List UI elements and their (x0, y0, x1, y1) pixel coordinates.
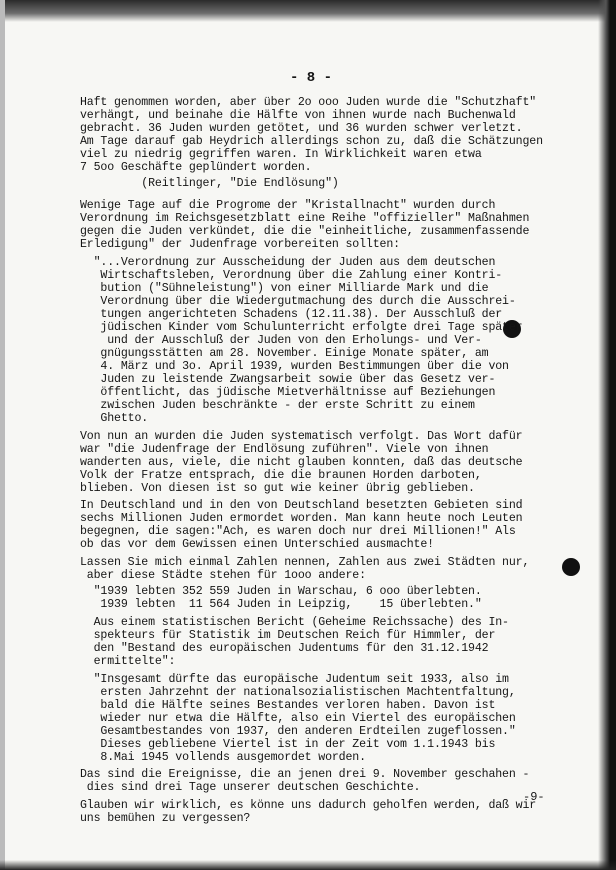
quote-line: Wirtschaftsleben, Verordnung über die Zahlung einer Kontri- (80, 269, 503, 282)
text-line: sechs Millionen Juden ermordet worden. Man kann heute noch Leuten (80, 512, 523, 525)
text-line: In Deutschland und in den von Deutschland besetzten Gebieten sind (80, 499, 523, 512)
text-line: den "Bestand des europäischen Judentums für den 31.12.1942 (80, 642, 489, 655)
text-line: gebracht. 36 Juden wurden getötet, und 36 wurden schwer verletzt. (80, 122, 523, 135)
quote-line: Juden zu leistende Zwangsarbeit sowie über das Gesetz ver- (80, 373, 496, 386)
text-line: dies sind drei Tage unserer deutschen Geschichte. (80, 781, 421, 794)
quote-line: und der Ausschluß der Juden von den Erholungs- und Ver- (80, 334, 482, 347)
text-line: 7 5oo Geschäfte geplündert worden. (80, 161, 312, 174)
text-line: ob das vor dem Gewissen einen Unterschied ausmachte! (80, 538, 434, 551)
quote-line: Gesamtbestandes von 1937, den anderen Erdteilen zugeflossen." (80, 725, 516, 738)
quote-line: "Insgesamt dürfte das europäische Judentum seit 1933, also im (80, 673, 509, 686)
quote-line: "...Verordnung zur Ausscheidung der Juden aus dem deutschen (80, 256, 496, 269)
text-line: gegen die Juden verkündet, die die "einheitliche, zusammenfassende (80, 225, 530, 238)
text-line: verhängt, und beinahe die Hälfte von ihnen wurde nach Buchenwald (80, 109, 516, 122)
quote-line: gnügungsstätten am 28. November. Einige Monate später, am (80, 347, 489, 360)
text-line: spekteurs für Statistik im Deutschen Reich für Himmler, der (80, 629, 496, 642)
text-line: Erledigung" der Judenfrage vorbereiten sollten: (80, 238, 400, 251)
text-line: aber diese Städte stehen für 1ooo andere: (80, 569, 366, 582)
quote-line: Ghetto. (80, 412, 149, 425)
quote-line: 8.Mai 1945 vollends ausgemordet worden. (80, 751, 366, 764)
text-line: begegnen, die sagen:"Ach, es waren doch nur drei Millionen!" Als (80, 525, 516, 538)
quote-line: Dieses gebliebene Viertel ist in der Zeit vom 1.1.1943 bis (80, 738, 496, 751)
quote-line: Verordnung über die Wiedergutmachung des durch die Ausschrei- (80, 295, 516, 308)
quote-line: 4. März und 3o. April 1939, wurden Bestimmungen über die von (80, 360, 509, 373)
quote-line: ersten Jahrzehnt der nationalsozialistischen Machtentfaltung, (80, 686, 516, 699)
text-line: Haft genommen worden, aber über 2o ooo Juden wurde die "Schutzhaft" (80, 96, 537, 109)
text-line: Lassen Sie mich einmal Zahlen nennen, Zahlen aus zwei Städten nur, (80, 556, 530, 569)
quote-line: zwischen Juden beschränkte - der erste Schritt zu einem (80, 399, 475, 412)
text-line: Aus einem statistischen Bericht (Geheime Reichssache) des In- (80, 616, 509, 629)
punch-hole (562, 558, 580, 576)
quote-line: bald die Hälfte seines Bestandes verloren haben. Davon ist (80, 699, 496, 712)
statistic-line: 1939 lebten 11 564 Juden in Leipzig, 15 überlebten." (80, 598, 482, 611)
scan-border-bottom (0, 860, 616, 870)
text-line: Das sind die Ereignisse, die an jenen drei 9. November geschahen - (80, 768, 530, 781)
quote-line: öffentlicht, das jüdische Mietverhältnisse auf Beziehungen (80, 386, 496, 399)
citation: (Reitlinger, "Die Endlösung") (80, 177, 339, 190)
text-line: Am Tage darauf gab Heydrich allerdings schon zu, daß die Schätzungen (80, 135, 543, 148)
quote-line: wieder nur etwa die Hälfte, also ein Viertel des europäischen (80, 712, 516, 725)
text-line: war "die Judenfrage der Endlösung zuführen". Viele von ihnen (80, 443, 489, 456)
text-line: Glauben wir wirklich, es könne uns dadurch geholfen werden, daß wir (80, 799, 537, 812)
quote-line: bution ("Sühneleistung") von einer Milliarde Mark und die (80, 282, 489, 295)
quote-line: tungen angerichteten Schadens (12.11.38). Der Ausschluß der (80, 308, 503, 321)
statistic-line: "1939 lebten 352 559 Juden in Warschau, 6 ooo überlebten. (80, 585, 482, 598)
text-line: ermittelte": (80, 655, 176, 668)
text-line: Verordnung im Reichsgesetzblatt eine Reihe "offizieller" Maßnahmen (80, 212, 530, 225)
next-page-indicator: -9- (523, 790, 545, 804)
text-line: Wenige Tage auf die Progrome der "Kristallnacht" wurden durch (80, 199, 496, 212)
scan-border-top (0, 0, 616, 22)
text-line: Von nun an wurden die Juden systematisch verfolgt. Das Wort dafür (80, 430, 523, 443)
text-line: Volk der Fratze entsprach, die die braunen Horden darboten, (80, 469, 482, 482)
scan-border-right (598, 0, 616, 870)
quote-line: jüdischen Kinder vom Schulunterricht erfolgte drei Tage später (80, 321, 523, 334)
text-line: viel zu niedrig gegriffen waren. In Wirklichkeit waren etwa (80, 148, 482, 161)
page-number: - 8 - (290, 70, 333, 86)
text-line: wanderten aus, viele, die nicht glauben konnten, daß das deutsche (80, 456, 523, 469)
text-line: blieben. Von diesen ist so gut wie keiner übrig geblieben. (80, 482, 475, 495)
scan-border-left (0, 0, 5, 870)
text-line: uns bemühen zu vergessen? (80, 812, 251, 825)
